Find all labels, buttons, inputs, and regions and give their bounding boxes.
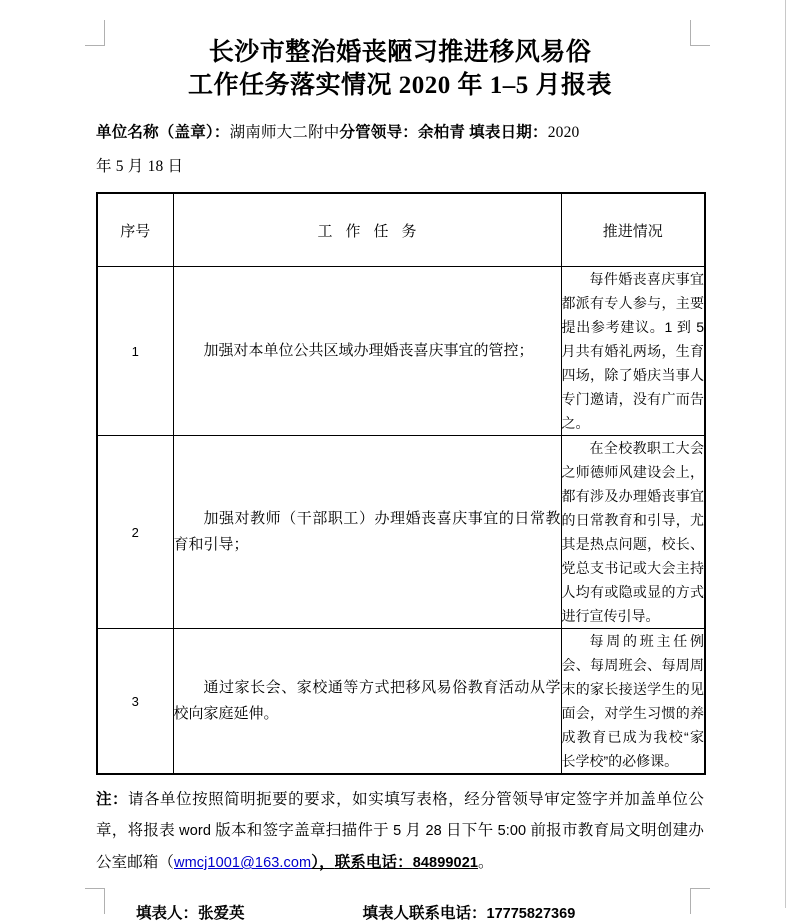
signature-phone-label: 填表人联系电话： — [362, 905, 487, 922]
note-phone-number: 84899021 — [412, 855, 479, 871]
row-number: 2 — [97, 436, 173, 629]
note-phone-label: 联系电话： — [334, 854, 413, 871]
meta-date-value-year: 2020 — [547, 124, 580, 141]
document-meta — [96, 116, 704, 184]
row-progress: 每件婚丧喜庆事宜都派有专人参与，主要提出参考建议。1 到 5 月共有婚礼两场，生育四场，除了婚庆当事人专门邀请，没有广而告之。 — [561, 267, 705, 436]
footer-note — [96, 784, 704, 879]
meta-date-label: 填表日期： — [469, 124, 548, 141]
note-word-literal: word — [179, 823, 212, 839]
note-text-part2: 版本和签字盖章扫描件于 — [211, 822, 394, 839]
note-text-part5: 前报市教育局文明创建办公室邮箱（ — [96, 822, 704, 871]
page-edge-divider — [785, 0, 786, 908]
document-body — [96, 0, 704, 923]
row-task: 通过家长会、家校通等方式把移风易俗教育活动从学校向家庭延伸。 — [173, 629, 561, 775]
table-row — [97, 629, 705, 775]
page-title — [96, 0, 704, 102]
meta-unit-label: 单位名称（盖章）： — [96, 124, 230, 141]
email-link[interactable]: wmcj1001@163.com — [174, 855, 312, 871]
row-number: 1 — [97, 267, 173, 436]
note-text-part1: 请各单位按照简明扼要的要求，如实填写表格，经分管领导审定签字并加盖单位公章，将报表 — [96, 791, 705, 839]
row-progress: 每周的班主任例会、每周班会、每周周末的家长接送学生的见面会，对学生习惯的养成教育已成为我校“家长学校”的必修课。 — [561, 629, 705, 775]
report-table — [96, 192, 706, 775]
note-deadline-time: 5:00 — [497, 823, 527, 839]
row-progress: 在全校教职工大会之师德师风建设会上，都有涉及办理婚丧事宜的日常教育和引导，尤其是热点问题，校长、党总支书记或大会主持人均有或隐或显的方式进行宣传引导。 — [561, 436, 705, 629]
table-header-row — [97, 193, 705, 267]
table-row — [97, 267, 705, 436]
column-header-progress: 推进情况 — [561, 193, 705, 267]
note-text-part4: 日下午 — [441, 822, 498, 839]
meta-unit-value: 湖南师大二附中 — [229, 124, 340, 141]
row-task: 加强对本单位公共区域办理婚丧喜庆事宜的管控； — [173, 267, 561, 436]
note-text-part6: ）， — [311, 854, 335, 871]
note-lead-label: 注： — [96, 791, 129, 808]
meta-leader-label: 分管领导： — [339, 124, 418, 141]
page-title-line-2: 工作任务落实情况 2020 年 1–5 月报表 — [187, 72, 612, 99]
column-header-task — [173, 193, 561, 267]
signature-row — [96, 901, 704, 923]
table-row — [97, 436, 705, 629]
signature-phone-value: 17775827369 — [486, 906, 576, 922]
note-deadline-day: 28 — [425, 823, 442, 839]
row-task: 加强对教师（干部职工）办理婚丧喜庆事宜的日常教育和引导； — [173, 436, 561, 629]
row-number: 3 — [97, 629, 173, 775]
note-text-part7: 。 — [478, 854, 494, 871]
meta-date-value-rest: 年 5 月 18 日 — [96, 158, 184, 175]
column-header-no: 序号 — [97, 193, 173, 267]
signature-filler-value: 张爱英 — [198, 905, 245, 922]
page-title-line-1: 长沙市整治婚丧陋习推进移风易俗 — [208, 39, 592, 66]
note-deadline-month: 5 — [393, 823, 402, 839]
note-text-part3: 月 — [401, 822, 426, 839]
meta-leader-value: 余柏青 — [417, 124, 466, 141]
column-header-task-label: 工作任务 — [317, 222, 430, 240]
signature-filler-label: 填表人： — [136, 905, 199, 922]
